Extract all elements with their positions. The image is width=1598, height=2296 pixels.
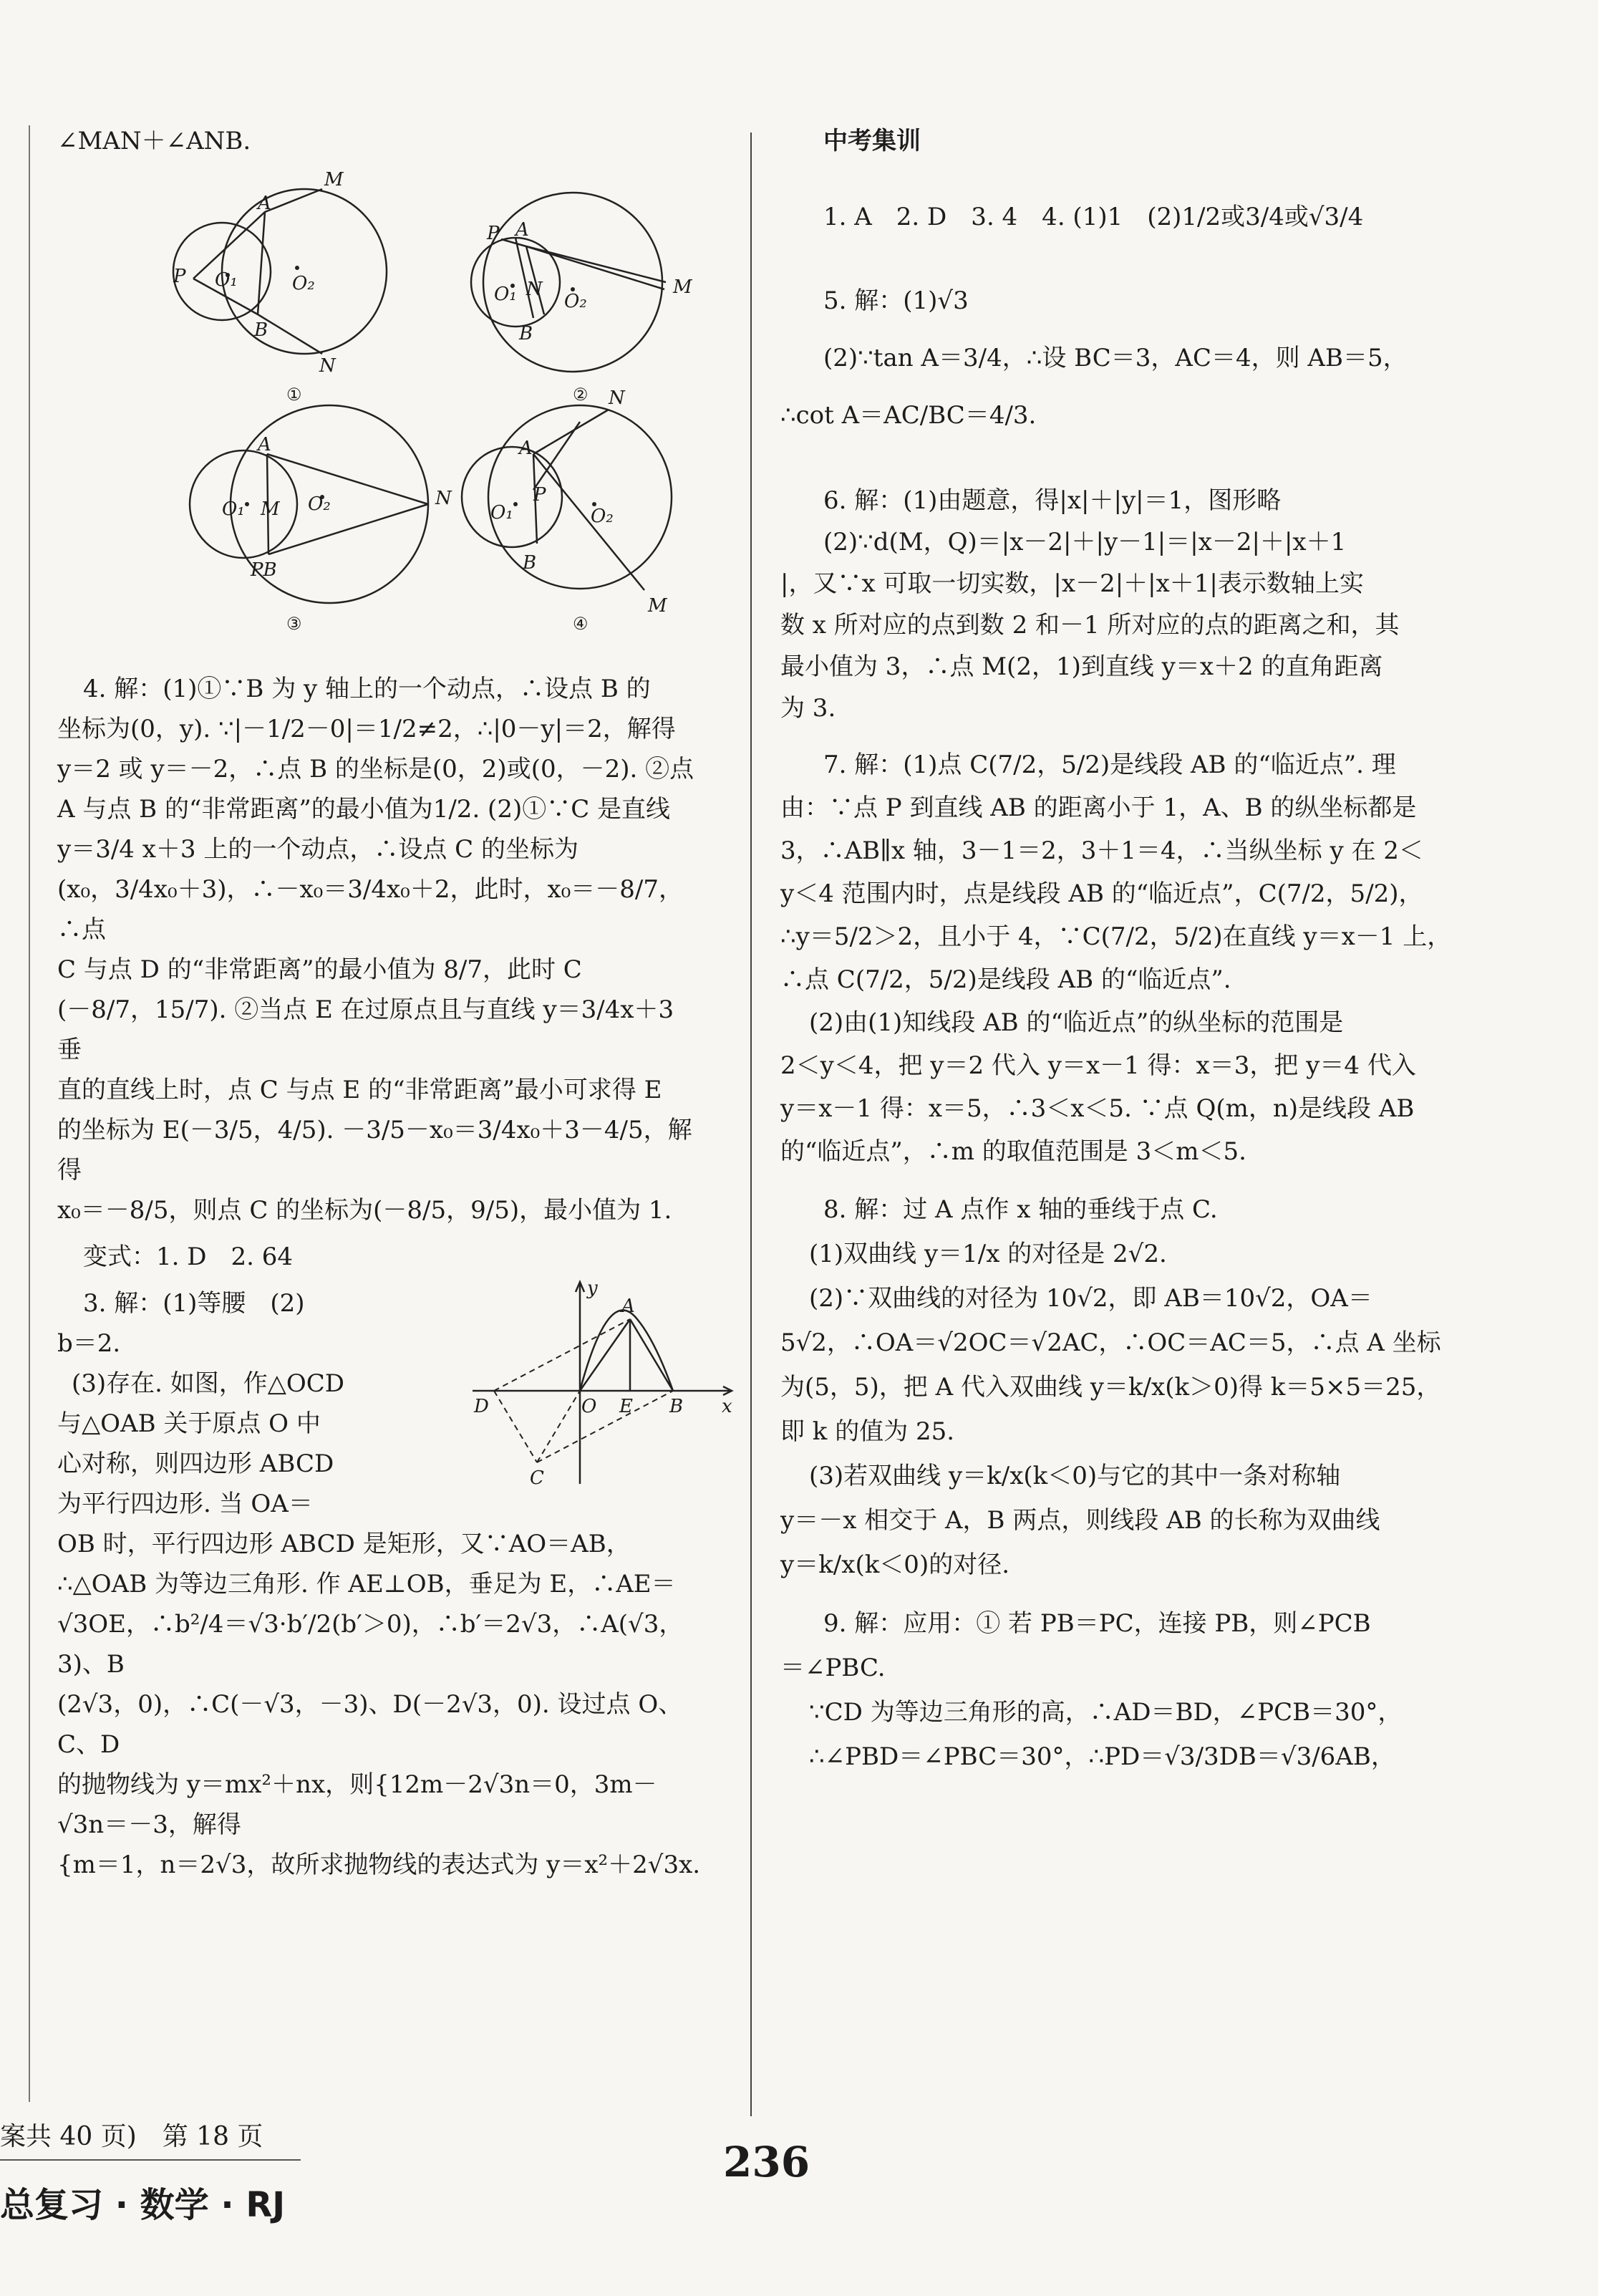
left-column: [57, 122, 732, 1921]
q3-line: 的抛物线为 y＝mx²＋nx，则{12m－2√3n＝0，3m－√3n＝－3，解得: [57, 1770, 657, 1839]
label-O1-3: O₁: [222, 498, 245, 520]
q8-line: (3)若双曲线 y＝k/x(k＜0)与它的其中一条对称轴: [809, 1462, 1341, 1490]
graph-label-D: D: [474, 1396, 489, 1417]
q3-line: b＝2.: [57, 1329, 121, 1358]
label-N2: N: [526, 279, 543, 300]
q8-line: (1)双曲线 y＝1/x 的对径是 2√2.: [809, 1240, 1167, 1268]
book-title: 总复习 · 数学 · RJ: [0, 2185, 286, 2225]
q4-line: y＝3/4 x＋3 上的一个动点，∴设点 C 的坐标为: [57, 835, 578, 864]
circle-figures: [115, 168, 745, 655]
q6-solution: [780, 480, 1532, 729]
q8-line: (2)∵双曲线的对径为 10√2，即 AB＝10√2，OA＝: [809, 1284, 1372, 1313]
q6-line: (2)∵d(M，Q)＝|x－2|＋|y－1|＝|x－2|＋|x＋1: [823, 528, 1347, 556]
q3-line: (3)存在. 如图，作△OCD: [72, 1369, 345, 1398]
q3-line: ∴△OAB 为等边三角形. 作 AE⊥OB，垂足为 E，∴AE＝: [57, 1570, 676, 1598]
label-O2-4: O₂: [591, 506, 614, 527]
label-N4: N: [609, 387, 625, 409]
q6-line: 为 3.: [780, 694, 836, 723]
q3-line: 3. 解：(1)等腰 (2): [83, 1289, 305, 1318]
label-B: B: [254, 319, 268, 341]
q7-line: 的“临近点”，∴m 的取值范围是 3＜m＜5.: [780, 1137, 1246, 1166]
label-PB3: PB: [251, 559, 277, 581]
label-M3: M: [261, 498, 280, 520]
q4-line: x₀＝－8/5，则点 C 的坐标为(－8/5，9/5)，最小值为 1.: [57, 1196, 672, 1225]
label-O1-2: O₁: [494, 284, 517, 305]
label-O2-2: O₂: [564, 291, 587, 312]
graph-label-E: E: [619, 1396, 633, 1417]
q7-line: 3，∴AB∥x 轴，3－1＝2，3＋1＝4，∴当纵坐标 y 在 2＜: [780, 836, 1423, 865]
q6-line: 最小值为 3，∴点 M(2，1)到直线 y＝x＋2 的直角距离: [780, 652, 1383, 681]
intro-line: ∠MAN＋∠ANB.: [57, 127, 251, 155]
graph-label-x: x: [722, 1396, 732, 1417]
label-M2: M: [673, 276, 692, 298]
q5-line: (2)∵tan A＝3/4，∴设 BC＝3，AC＝4，则 AB＝5，: [823, 344, 1408, 372]
q6-line: 6. 解：(1)由题意，得|x|＋|y|＝1，图形略: [823, 486, 1282, 515]
q4-line: 的坐标为 E(－3/5，4/5). －3/5－x₀＝3/4x₀＋3－4/5，解得: [57, 1116, 692, 1185]
q7-line: ∴点 C(7/2，5/2)是线段 AB 的“临近点”.: [780, 965, 1231, 994]
graph-label-O: O: [581, 1396, 597, 1417]
q4-line: 4. 解：(1)①∵B 为 y 轴上的一个动点，∴设点 B 的: [83, 675, 651, 703]
q3-line: 为平行四边形. 当 OA＝: [57, 1490, 313, 1518]
parabola-graph: [458, 1276, 745, 1491]
q8-line: 为(5，5)，把 A 代入双曲线 y＝k/x(k＞0)得 k＝5×5＝25，: [780, 1373, 1441, 1402]
q9-line: ∵CD 为等边三角形的高，∴AD＝BD，∠PCB＝30°，: [809, 1698, 1403, 1727]
label-A4: A: [519, 438, 533, 459]
caption-1: ①: [286, 385, 302, 405]
label-B4: B: [523, 552, 537, 574]
label-M4: M: [648, 595, 667, 617]
label-N: N: [319, 355, 336, 377]
graph-label-C: C: [530, 1467, 544, 1489]
q7-solution: [780, 743, 1532, 1173]
q7-line: 由：∵点 P 到直线 AB 的距离小于 1，A、B 的纵坐标都是: [780, 794, 1417, 822]
label-A: A: [258, 193, 271, 214]
footer-page-note: 案共 40 页) 第 18 页: [0, 2122, 263, 2151]
q8-line: y＝－x 相交于 A，B 两点，则线段 AB 的长称为双曲线: [780, 1506, 1380, 1535]
label-A3: A: [258, 434, 271, 455]
q8-line: 8. 解：过 A 点作 x 轴的垂线于点 C.: [823, 1195, 1218, 1224]
column-divider: [750, 132, 752, 2116]
label-A2: A: [515, 219, 529, 241]
label-O2-3: O₂: [308, 493, 331, 515]
q4-line: C 与点 D 的“非常距离”的最小值为 8/7，此时 C: [57, 955, 582, 984]
label-O2: O₂: [292, 273, 315, 294]
q4-line: A 与点 B 的“非常距离”的最小值为1/2. (2)①∵C 是直线: [57, 795, 671, 824]
footer-rule: [0, 2159, 301, 2161]
q7-line: y＜4 范围内时，点是线段 AB 的“临近点”，C(7/2，5/2)，: [780, 879, 1423, 908]
label-O1: O₁: [215, 269, 238, 291]
q4-line: (x₀，3/4x₀＋3)，∴－x₀＝3/4x₀＋2，此时，x₀＝－8/7，∴点: [57, 875, 683, 944]
q7-line: ∴y＝5/2＞2，且小于 4，∵C(7/2，5/2)在直线 y＝x－1 上，: [780, 922, 1452, 951]
q8-line: 5√2，∴OA＝√2OC＝√2AC，∴OC＝AC＝5，∴点 A 坐标: [780, 1328, 1441, 1357]
q9-solution: [780, 1601, 1532, 1779]
label-O1-4: O₁: [490, 502, 513, 524]
q3-line: OB 时，平行四边形 ABCD 是矩形，又∵AO＝AB，: [57, 1530, 631, 1558]
graph-label-A: A: [621, 1296, 635, 1317]
label-P: P: [173, 266, 186, 287]
q6-line: |，又∵x 可取一切实数，|x－2|＋|x＋1|表示数轴上实: [780, 569, 1364, 598]
q9-line: ∴∠PBD＝∠PBC＝30°，∴PD＝√3/3DB＝√3/6AB，: [809, 1742, 1395, 1771]
graph-label-B: B: [669, 1396, 684, 1417]
caption-2: ②: [573, 385, 589, 405]
q4-line: y＝2 或 y＝－2，∴点 B 的坐标是(0，2)或(0，－2). ②点: [57, 755, 694, 783]
caption-4: ④: [573, 614, 589, 634]
q4-line: 坐标为(0，y). ∵|－1/2－0|＝1/2≠2，∴|0－y|＝2，解得: [57, 715, 676, 743]
q6-line: 数 x 所对应的点到数 2 和－1 所对应的点的距离之和，其: [780, 611, 1400, 640]
label-N3: N: [435, 488, 452, 509]
q7-line: 7. 解：(1)点 C(7/2，5/2)是线段 AB 的“临近点”. 理: [823, 751, 1396, 779]
q3-line: 心对称，则四边形 ABCD: [57, 1450, 334, 1478]
q9-line: 9. 解：应用：① 若 PB＝PC，连接 PB，则∠PCB: [823, 1609, 1371, 1638]
short-answers: 1. A 2. D 3. 4 4. (1)1 (2)1/2或3/4或√3/4: [823, 203, 1364, 231]
label-P4: P: [533, 484, 546, 506]
q3-line: 与△OAB 关于原点 O 中: [57, 1409, 321, 1438]
q5-solution: [780, 272, 1532, 444]
label-B2: B: [519, 323, 533, 344]
right-column: [780, 122, 1532, 1815]
q5-line: ∴cot A＝AC/BC＝4/3.: [780, 401, 1037, 430]
q7-line: y＝x－1 得：x＝5，∴3＜x＜5. ∵点 Q(m，n)是线段 AB: [780, 1094, 1415, 1123]
q3-line: (2√3，0)，∴C(－√3，－3)、D(－2√3，0). 设过点 O、C、D: [57, 1690, 683, 1759]
label-M: M: [324, 169, 344, 190]
q3-solution: [57, 1278, 732, 1885]
q5-line: 5. 解：(1)√3: [823, 286, 969, 315]
q8-line: 即 k 的值为 25.: [780, 1417, 955, 1446]
graph-label-y: y: [587, 1278, 598, 1299]
q4-line: (－8/7，15/7). ②当点 E 在过原点且与直线 y＝3/4x＋3 垂: [57, 995, 674, 1064]
section-heading: 中考集训: [823, 127, 921, 155]
q9-line: ＝∠PBC.: [780, 1654, 886, 1682]
left-margin-rule: [29, 125, 30, 2102]
label-P2: P: [487, 223, 500, 244]
page-number: 236: [723, 2138, 810, 2186]
q7-line: (2)由(1)知线段 AB 的“临近点”的纵坐标的范围是: [809, 1008, 1344, 1037]
two-circles-diagram: [115, 168, 745, 655]
q3-line: √3OE，∴b²/4＝√3·b′/2(b′＞0)，∴b′＝2√3，∴A(√3，3)、B: [57, 1610, 684, 1679]
q4-solution: [57, 669, 702, 1230]
variant-answers: 变式：1. D 2. 64: [83, 1243, 294, 1271]
q8-solution: [780, 1187, 1532, 1587]
caption-3: ③: [286, 614, 302, 634]
q4-line: 直的直线上时，点 C 与点 E 的“非常距离”最小可求得 E: [57, 1076, 662, 1104]
q8-line: y＝k/x(k＜0)的对径.: [780, 1550, 1010, 1579]
q7-line: 2＜y＜4，把 y＝2 代入 y＝x－1 得：x＝3，把 y＝4 代入: [780, 1051, 1416, 1080]
q3-line: {m＝1，n＝2√3，故所求抛物线的表达式为 y＝x²＋2√3x.: [57, 1851, 701, 1879]
